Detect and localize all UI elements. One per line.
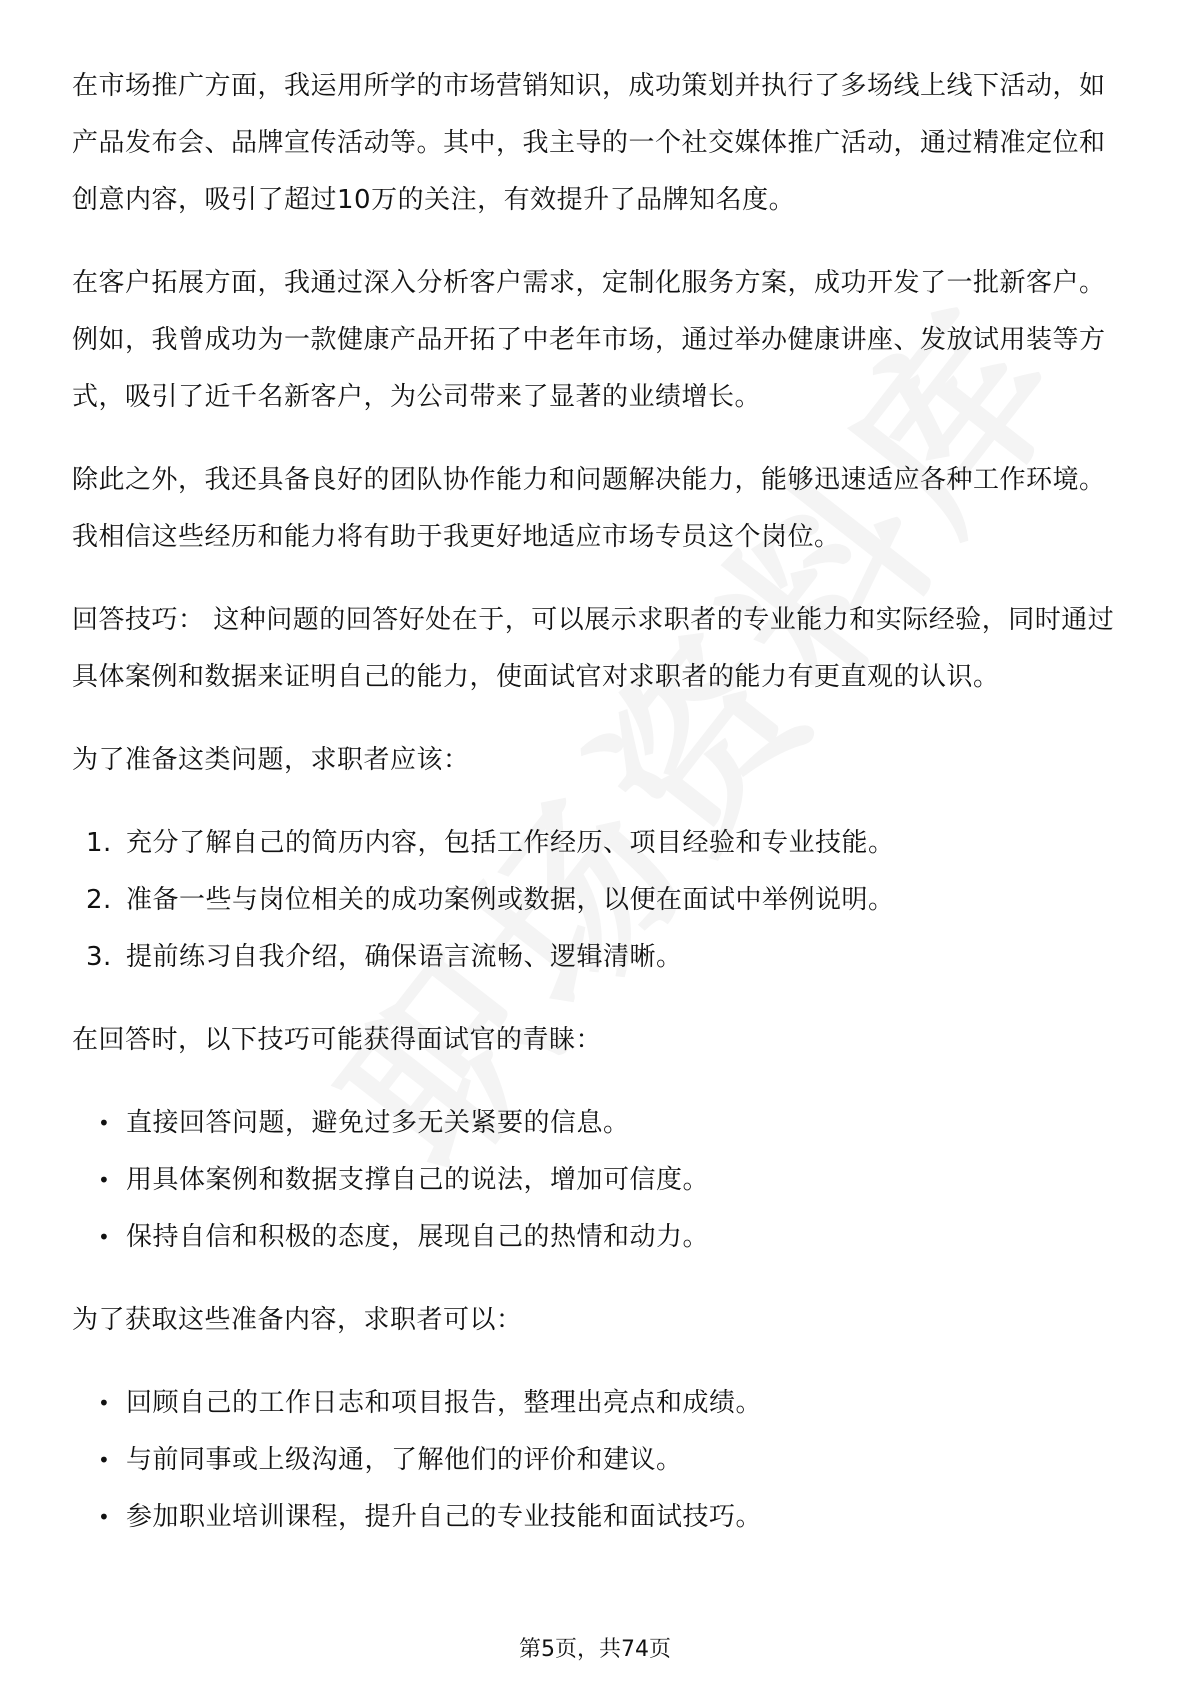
bullet-icon: • xyxy=(98,1225,111,1249)
bullet-icon: • xyxy=(98,1505,111,1529)
list-item xyxy=(72,1432,1120,1489)
bullet-icon: • xyxy=(98,1168,111,1192)
list-item-text: 保持自信和积极的态度，展现自己的热情和动力。 xyxy=(126,1222,710,1252)
paragraph-prepare-intro: 为了准备这类问题，求职者应该： xyxy=(72,745,470,775)
list-item-text: 用具体案例和数据支撑自己的说法，增加可信度。 xyxy=(126,1165,710,1195)
list-item xyxy=(72,815,1120,872)
sources-list xyxy=(72,1375,1120,1546)
list-item xyxy=(72,872,1120,929)
bullet-icon: • xyxy=(98,1391,111,1415)
paragraph-sources-intro: 为了获取这些准备内容，求职者可以： xyxy=(72,1305,523,1335)
list-item xyxy=(72,1375,1120,1432)
tips-list xyxy=(72,1095,1120,1266)
paragraph-teamwork: 除此之外，我还具备良好的团队协作能力和问题解决能力，能够迅速适应各种工作环境。我相信这些经历和能力将有助于我更好地适应市场专员这个岗位。 xyxy=(72,465,1106,552)
list-item xyxy=(72,1489,1120,1546)
list-number: 3. xyxy=(86,942,112,972)
list-item-text: 提前练习自我介绍，确保语言流畅、逻辑清晰。 xyxy=(126,942,683,972)
list-item-text: 充分了解自己的简历内容，包括工作经历、项目经验和专业技能。 xyxy=(126,828,895,858)
list-item-text: 与前同事或上级沟通，了解他们的评价和建议。 xyxy=(126,1445,683,1475)
paragraph-marketing: 在市场推广方面，我运用所学的市场营销知识，成功策划并执行了多场线上线下活动，如产品发布会、品牌宣传活动等。其中，我主导的一个社交媒体推广活动，通过精准定位和创意内容，吸引了超过10万的关注，有效提升了品牌知名度。 xyxy=(72,71,1106,215)
list-number: 2. xyxy=(86,885,112,915)
numbered-list xyxy=(72,815,1120,986)
document-body xyxy=(72,58,1120,1572)
list-item xyxy=(72,1095,1120,1152)
list-number: 1. xyxy=(86,828,112,858)
list-item-text: 准备一些与岗位相关的成功案例或数据，以便在面试中举例说明。 xyxy=(126,885,895,915)
paragraph-answer-tips: 回答技巧： 这种问题的回答好处在于，可以展示求职者的专业能力和实际经验，同时通过具体案例和数据来证明自己的能力，使面试官对求职者的能力有更直观的认识。 xyxy=(72,605,1115,692)
bullet-icon: • xyxy=(98,1448,111,1472)
list-item xyxy=(72,1209,1120,1266)
paragraph-customers: 在客户拓展方面，我通过深入分析客户需求，定制化服务方案，成功开发了一批新客户。例如，我曾成功为一款健康产品开拓了中老年市场，通过举办健康讲座、发放试用装等方式，吸引了近千名新客户，为公司带来了显著的业绩增长。 xyxy=(72,268,1106,412)
list-item xyxy=(72,1152,1120,1209)
paragraph-tips-intro: 在回答时，以下技巧可能获得面试官的青睐： xyxy=(72,1025,603,1055)
list-item-text: 回顾自己的工作日志和项目报告，整理出亮点和成绩。 xyxy=(126,1388,763,1418)
list-item-text: 参加职业培训课程，提升自己的专业技能和面试技巧。 xyxy=(126,1502,763,1532)
bullet-icon: • xyxy=(98,1111,111,1135)
page-footer: 第5页，共74页 xyxy=(519,1637,671,1662)
list-item-text: 直接回答问题，避免过多无关紧要的信息。 xyxy=(126,1108,630,1138)
list-item xyxy=(72,929,1120,986)
